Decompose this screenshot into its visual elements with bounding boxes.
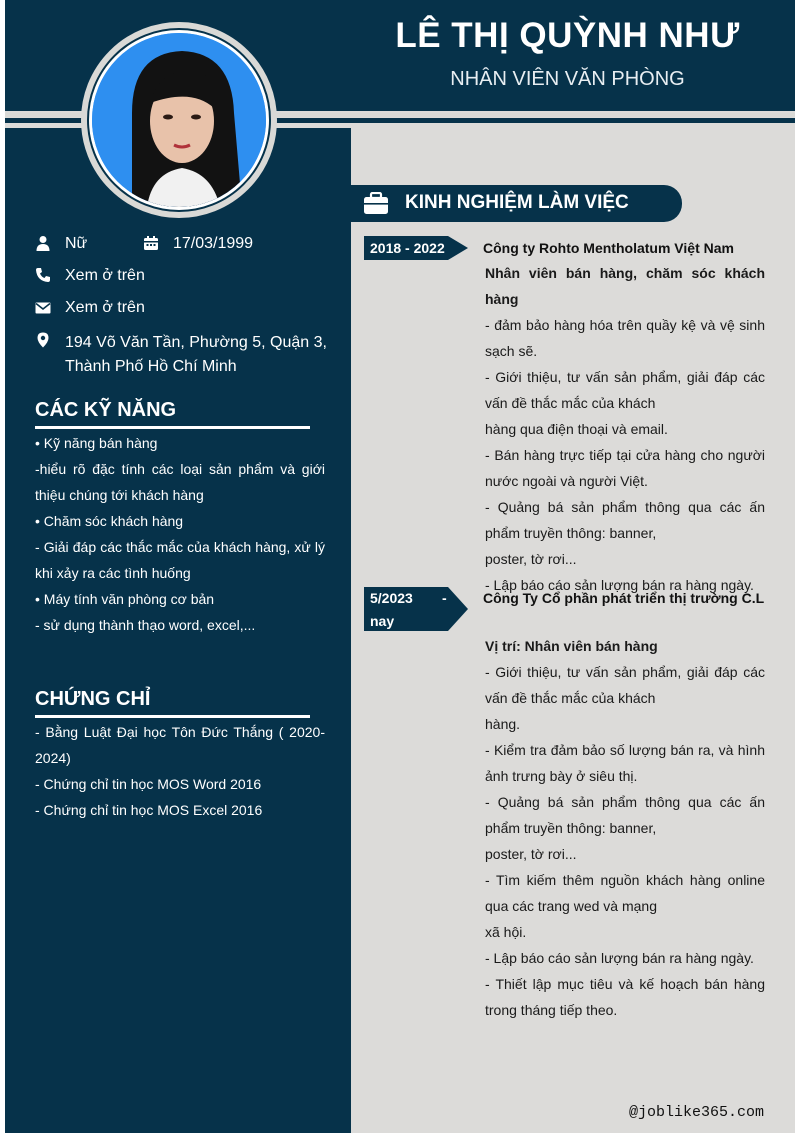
job-duty-line: poster, tờ rơi... [485,846,577,862]
calendar-icon [143,235,159,251]
avatar [89,30,269,210]
job-duty-line: - Giới thiệu, tư vấn sản phẩm, giải đáp các vấn đề thắc mắc của khách [485,664,765,706]
skill-line: -hiểu rõ đặc tính các loại sản phẩm và giới thiệu chúng tới khách hàng [35,461,325,503]
address-line-2: Thành Phố Hồ Chí Minh [65,358,237,375]
job-company: Công Ty Cổ phần phát triển thị trường C.L [483,590,765,606]
skills-title: CÁC KỸ NĂNG [35,399,177,421]
job-duty-line: - Lập báo cáo sản lượng bán ra hàng ngày. [485,577,754,593]
briefcase-icon [363,192,389,215]
skill-line: • Chăm sóc khách hàng [35,513,184,529]
job-date: 2018 - 2022 [370,240,445,256]
email-icon [35,300,51,316]
skills-list [35,430,325,638]
candidate-name: LÊ THỊ QUỲNH NHƯ [395,16,740,55]
job-duty-line: - Quảng bá sản phẩm thông qua các ấn phẩm truyền thông: banner, [485,794,765,836]
candidate-position: NHÂN VIÊN VĂN PHÒNG [450,68,685,90]
job-duty-line: - Tìm kiếm thêm nguồn khách hàng online qua các trang wed và mạng [485,872,765,914]
email-text: Xem ở trên [65,299,145,316]
job-duty-line: hàng qua điện thoại và email. [485,421,668,437]
skill-line: - sử dụng thành thạo word, excel,... [35,617,256,633]
experience-title: KINH NGHIỆM LÀM VIỆC [405,192,629,213]
job-details [485,633,765,1023]
skill-line: - Giải đáp các thắc mắc của khách hàng, xử lý khi xảy ra các tình huống [35,539,325,581]
job-date-dash: - [442,590,447,606]
certificates-title: CHỨNG CHỈ [35,688,151,710]
job-duty-line: poster, tờ rơi... [485,551,577,567]
certificates-list [35,719,325,823]
phone-text: Xem ở trên [65,267,145,284]
address-line-1: 194 Võ Văn Tần, Phường 5, Quận 3, [65,334,327,351]
certificates-underline [35,715,310,718]
job-duty-line: - Thiết lập mục tiêu và kế hoạch bán hàng trong tháng tiếp theo. [485,976,765,1018]
gender-text: Nữ [65,235,88,252]
job-details [485,260,765,598]
certificate-line: - Chứng chỉ tin học MOS Excel 2016 [35,802,263,818]
job-duty-line: - Giới thiệu, tư vấn sản phẩm, giải đáp các vấn đề thắc mắc của khách [485,369,765,411]
address-text [65,331,327,379]
birthday-text: 17/03/1999 [173,235,254,252]
location-pin-icon [35,332,51,348]
job-duty-line: - đảm bảo hàng hóa trên quầy kệ và vệ sinh sạch sẽ. [485,317,765,359]
job-duty-line: xã hội. [485,924,527,940]
job-date-start: 5/2023 [370,590,413,606]
certificate-line: - Bằng Luật Đại học Tôn Đức Thắng ( 2020-2024) [35,724,325,766]
job-company: Công ty Rohto Mentholatum Việt Nam [483,240,734,256]
job-duty-line: - Bán hàng trực tiếp tại cửa hàng cho người nước ngoài và người Việt. [485,447,765,489]
watermark: @joblike365.com [629,1104,765,1121]
phone-icon [35,267,51,283]
job-duty-line: - Lập báo cáo sản lượng bán ra hàng ngày. [485,950,754,966]
job-role: Vị trí: Nhân viên bán hàng [485,638,658,654]
job-duty-line: hàng. [485,716,521,732]
job-date-end: nay [370,613,395,629]
skill-line: • Máy tính văn phòng cơ bản [35,591,215,607]
job-duty-line: - Quảng bá sản phẩm thông qua các ấn phẩm truyền thông: banner, [485,499,765,541]
portrait-photo [92,33,266,207]
resume-page [5,0,795,1133]
skills-underline [35,426,310,429]
certificate-line: - Chứng chỉ tin học MOS Word 2016 [35,776,262,792]
user-icon [35,235,51,251]
skill-line: • Kỹ năng bán hàng [35,435,158,451]
job-role: Nhân viên bán hàng, chăm sóc khách hàng [485,265,765,307]
job-duty-line: - Kiểm tra đảm bảo số lượng bán ra, và hình ảnh trưng bày ở siêu thị. [485,742,765,784]
